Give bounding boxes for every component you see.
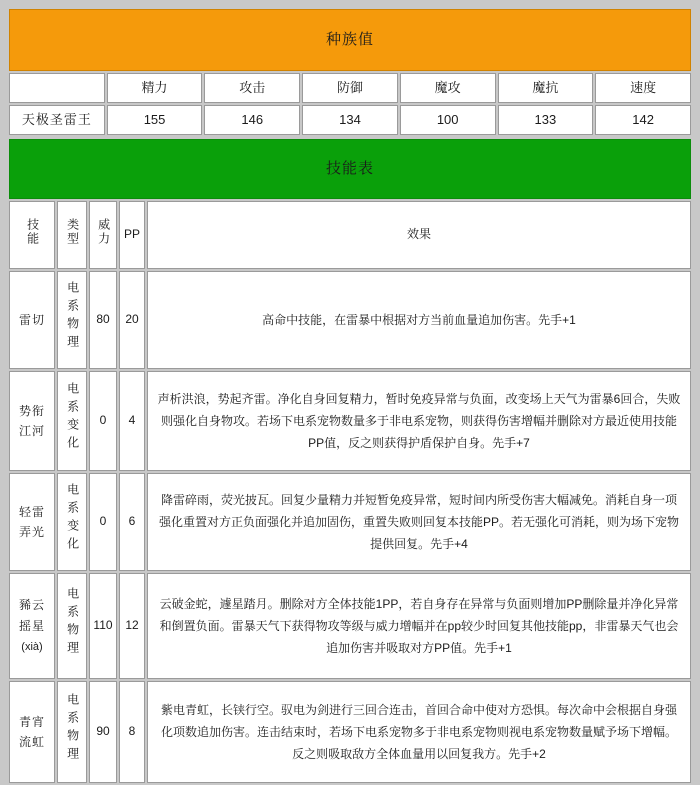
skill-power: 0 [89,473,117,571]
skills-header-pp: PP [119,201,145,269]
skill-name [9,573,55,679]
stats-header-sp-defense: 魔抗 [498,73,594,103]
skills-header-power-label: 威力 [96,218,111,247]
pet-name: 天极圣雷王 [9,105,105,135]
skill-type [57,473,87,571]
skill-name: 雷切 [9,271,55,369]
stats-banner-row [9,9,691,71]
skill-effect: 声析洪浪，势起齐雷。净化自身回复精力，暂时免疫异常与负面，改变场上天气为雷暴6回合，失败则强化自身物攻。若场下电系宠物数量多于非电系宠物，则获得伤害增幅并删除对方最近使用技能PP值，反之则获得护盾保护自身。先手+7 [147,371,691,471]
skill-effect: 紫电青虹，长铗行空。驭电为剑进行三回合连击，首回合命中使对方恐惧。每次命中会根据自身强化项数追加伤害。连击结束时，若场下电系宠物多于非电系宠物则视电系宠物数量赋予场下增幅。反之则吸取敌方全体血量用以回复我方。先手+2 [147,681,691,783]
stats-header-defense: 防御 [302,73,398,103]
skill-name: 轻雷弄光 [9,473,55,571]
skills-header-power [89,201,117,269]
stats-table [7,7,693,137]
skill-name: 青宵流虹 [9,681,55,783]
stat-value-sp-attack: 100 [400,105,496,135]
skill-type [57,371,87,471]
skills-header-skill-label: 技能 [25,218,40,247]
skill-power: 80 [89,271,117,369]
table-row [9,271,691,369]
skill-type-label: 电系物理 [65,281,80,354]
stats-header-speed: 速度 [595,73,691,103]
table-row [9,371,691,471]
skill-pp: 12 [119,573,145,679]
stats-value-row [9,105,691,135]
skills-header-type [57,201,87,269]
stat-value-speed: 142 [595,105,691,135]
table-row [9,473,691,571]
skills-header-skill [9,201,55,269]
skill-effect: 降雷碎雨，荧光披瓦。回复少量精力并短暂免疫异常，短时间内所受伤害大幅减免。消耗自身一项强化重置对方正负面强化并追加固伤，重置失败则回复本技能PP。若无强化可消耗，则为场下宠物提供回复。先手+4 [147,473,691,571]
skill-effect: 云破金蛇，遽星踏月。删除对方全体技能1PP，若自身存在异常与负面则增加PP删除量并净化异常和倒置负面。雷暴天气下获得物攻等级与威力增幅并在pp较少时回复其他技能pp，非雷暴天气也会追加伤害并吸取对方PP值。先手+1 [147,573,691,679]
skill-type [57,681,87,783]
skill-effect: 高命中技能，在雷暴中根据对方当前血量追加伤害。先手+1 [147,271,691,369]
stats-banner-title: 种族值 [9,9,691,71]
skills-table [7,137,693,785]
stats-header-blank [9,73,105,103]
skill-pp: 20 [119,271,145,369]
skills-banner-title: 技能表 [9,139,691,199]
skill-power: 90 [89,681,117,783]
skill-type [57,573,87,679]
stat-value-sp-defense: 133 [498,105,594,135]
skill-power: 0 [89,371,117,471]
skill-type-label: 电系物理 [65,587,80,660]
skill-pp: 4 [119,371,145,471]
skill-pp: 8 [119,681,145,783]
skill-type-label: 电系变化 [65,382,80,455]
skills-banner-row [9,139,691,199]
stat-value-hp: 155 [107,105,203,135]
stats-header-attack: 攻击 [204,73,300,103]
skills-header-effect: 效果 [147,201,691,269]
skill-power: 110 [89,573,117,679]
stats-header-row [9,73,691,103]
stat-value-attack: 146 [204,105,300,135]
skill-name-text: 豨云摇星 [18,598,45,633]
table-row [9,681,691,783]
stat-value-defense: 134 [302,105,398,135]
skill-pp: 6 [119,473,145,571]
skills-header-type-label: 类型 [65,218,80,247]
skill-type-label: 电系变化 [65,483,80,556]
stats-header-hp: 精力 [107,73,203,103]
skill-type [57,271,87,369]
skill-type-label: 电系物理 [65,693,80,766]
skills-header-row [9,201,691,269]
stats-header-sp-attack: 魔攻 [400,73,496,103]
skill-name: 势衔江河 [9,371,55,471]
skill-name-pinyin: (xià) [21,641,43,654]
table-row [9,573,691,679]
